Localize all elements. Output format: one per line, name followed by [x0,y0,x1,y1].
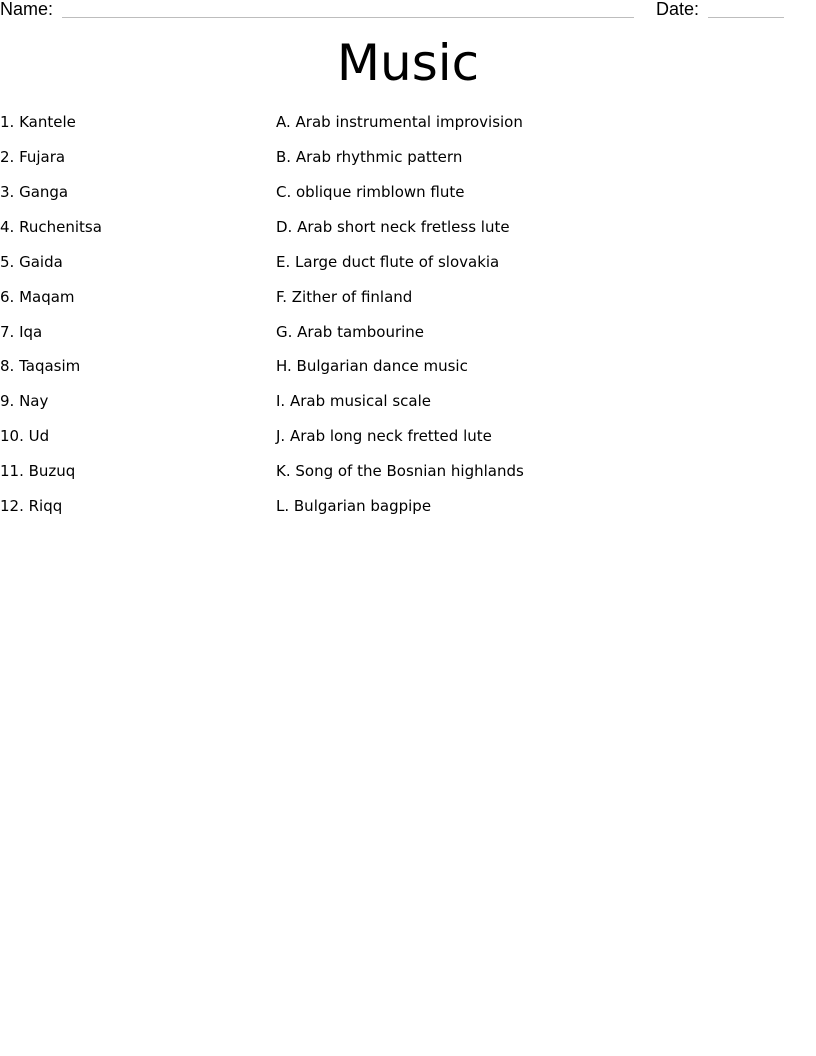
match-row [0,321,816,343]
term-item: 7. Iqa [0,323,43,341]
date-label: Date: [656,0,700,19]
page-title: Music [336,34,480,92]
date-field-line[interactable] [708,17,784,18]
term-item: 11. Buzuq [0,462,76,480]
term-item: 6. Maqam [0,288,75,306]
definition-item: H. Bulgarian dance music [276,357,468,375]
match-row [0,390,816,412]
definition-item: L. Bulgarian bagpipe [276,497,432,515]
term-item: 12. Riqq [0,497,63,515]
match-row [0,460,816,482]
definition-item: G. Arab tambourine [276,323,425,341]
definition-item: K. Song of the Bosnian highlands [276,462,524,480]
definition-item: J. Arab long neck fretted lute [276,427,492,445]
definition-item: C. oblique rimblown flute [276,183,465,201]
definition-item: B. Arab rhythmic pattern [276,148,463,166]
name-label: Name: [0,0,54,19]
match-row [0,425,816,447]
term-item: 5. Gaida [0,253,63,271]
term-item: 10. Ud [0,427,50,445]
term-item: 2. Fujara [0,148,66,166]
match-row [0,355,816,377]
definition-item: I. Arab musical scale [276,392,431,410]
match-row [0,216,816,238]
term-item: 3. Ganga [0,183,69,201]
match-row [0,111,816,133]
match-row [0,251,816,273]
definition-item: D. Arab short neck fretless lute [276,218,510,236]
term-item: 8. Taqasim [0,357,81,375]
definition-item: A. Arab instrumental improvision [276,113,523,131]
term-item: 9. Nay [0,392,49,410]
match-row [0,495,816,517]
term-item: 4. Ruchenitsa [0,218,102,236]
definition-item: E. Large duct flute of slovakia [276,253,500,271]
match-row [0,146,816,168]
term-item: 1. Kantele [0,113,76,131]
worksheet-header [0,0,816,24]
definition-item: F. Zither of finland [276,288,413,306]
match-row [0,286,816,308]
match-row [0,181,816,203]
name-field-line[interactable] [62,17,634,18]
